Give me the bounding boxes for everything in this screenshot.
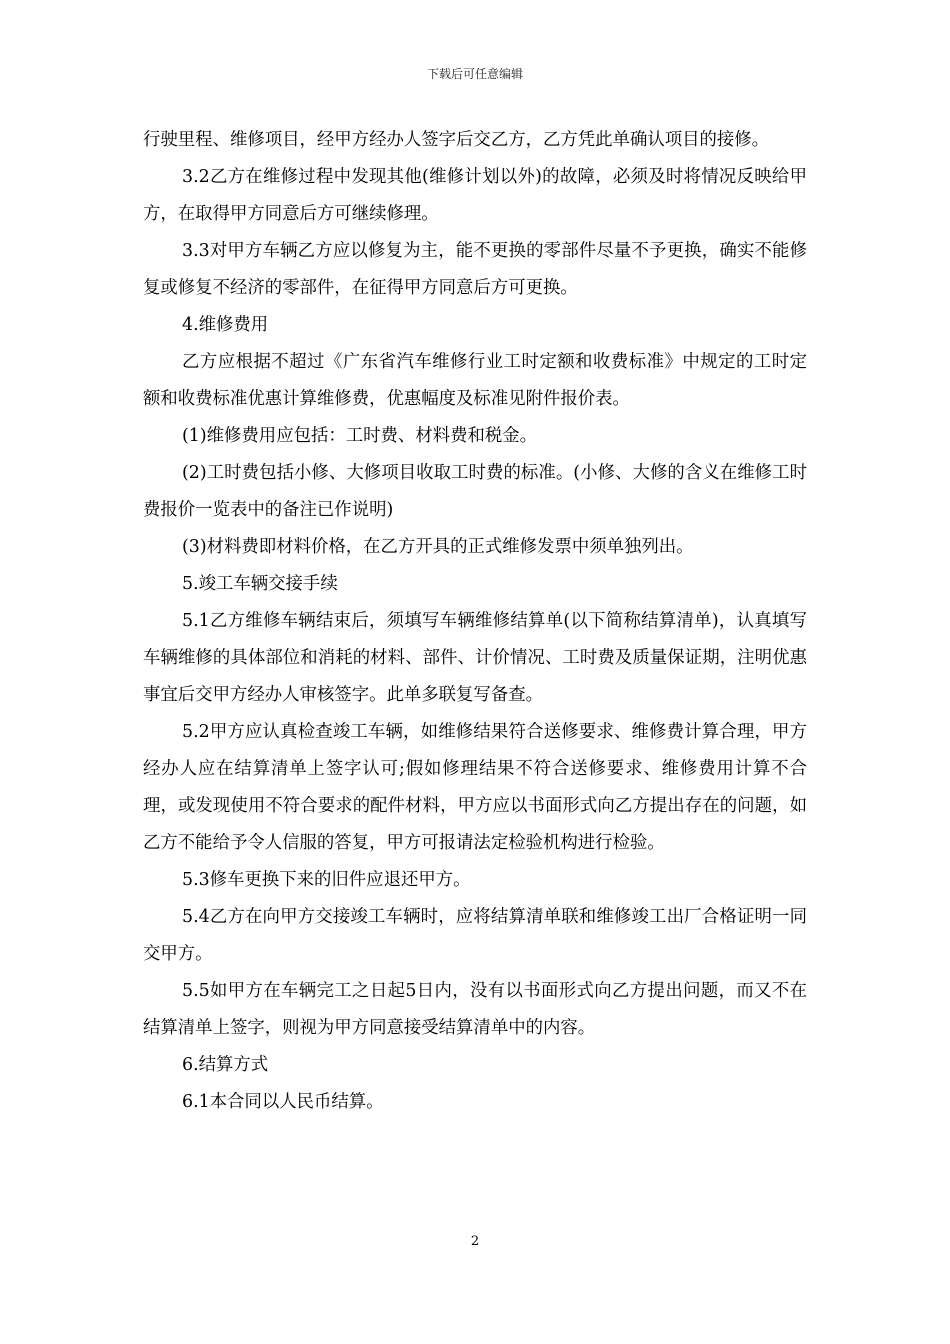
paragraph: (3)材料费即材料价格，在乙方开具的正式维修发票中须单独列出。	[182, 537, 694, 557]
paragraph: 3.3对甲方车辆乙方应以修复为主，能不更换的零部件尽量不予更换，确实不能修复或修复不经济的零部件，在征得甲方同意后方可更换。	[143, 241, 807, 298]
paragraph: 3.2乙方在维修过程中发现其他(维修计划以外)的故障，必须及时将情况反映给甲方，在取得甲方同意后方可继续修理。	[143, 167, 807, 224]
paragraph: (1)维修费用应包括：工时费、材料费和税金。	[182, 426, 538, 446]
paragraph: 5.4乙方在向甲方交接竣工车辆时，应将结算清单联和维修竣工出厂合格证明一同交甲方。	[143, 907, 807, 964]
paragraph: 6.1本合同以人民币结算。	[182, 1092, 384, 1112]
paragraph: 5.5如甲方在车辆完工之日起5日内，没有以书面形式向乙方提出问题，而又不在结算清单上签字，则视为甲方同意接受结算清单中的内容。	[143, 981, 807, 1038]
paragraph: 乙方应根据不超过《广东省汽车维修行业工时定额和收费标准》中规定的工时定额和收费标准优惠计算维修费，优惠幅度及标准见附件报价表。	[143, 352, 807, 409]
section-heading: 4.维修费用	[182, 315, 269, 335]
page-header: 下载后可任意编辑	[426, 67, 523, 81]
paragraph: 5.3修车更换下来的旧件应退还甲方。	[182, 870, 471, 890]
paragraph: 5.2甲方应认真检查竣工车辆，如维修结果符合送修要求、维修费计算合理，甲方经办人应在结算清单上签字认可;假如修理结果不符合送修要求、维修费用计算不合理，或发现使用不符合要求的配件材料，甲方应以书面形式向乙方提出存在的问题，如乙方不能给予令人信服的答复，甲方可报请法定检验机构进行检验。	[143, 722, 807, 853]
page-number: 2	[470, 1234, 480, 1249]
paragraph: 5.1乙方维修车辆结束后，须填写车辆维修结算单(以下简称结算清单)，认真填写车辆维修的具体部位和消耗的材料、部件、计价情况、工时费及质量保证期，注明优惠事宜后交甲方经办人审核签字。此单多联复写备查。	[143, 611, 807, 705]
paragraph: (2)工时费包括小修、大修项目收取工时费的标准。(小修、大修的含义在维修工时费报价一览表中的备注已作说明)	[143, 463, 807, 520]
paragraph: 行驶里程、维修项目，经甲方经办人签字后交乙方，乙方凭此单确认项目的接修。	[143, 130, 770, 150]
document-body	[143, 122, 807, 1121]
section-heading: 6.结算方式	[182, 1055, 269, 1075]
section-heading: 5.竣工车辆交接手续	[182, 574, 338, 594]
